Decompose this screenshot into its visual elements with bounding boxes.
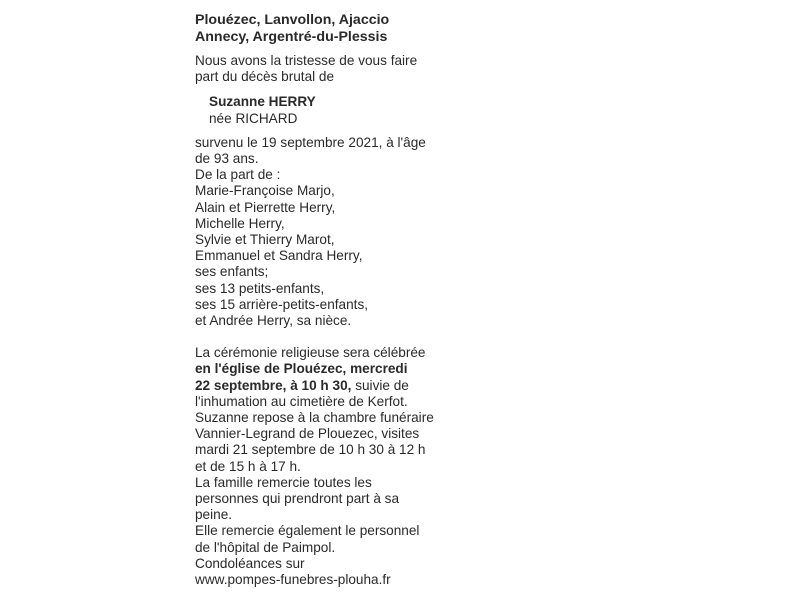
family-member: Sylvie et Thierry Marot, <box>195 232 335 248</box>
intro-line-2: part du décès brutal de <box>195 69 335 85</box>
family-member: ses enfants; <box>195 264 269 280</box>
family-member: Michelle Herry, <box>195 215 285 231</box>
obituary-notice <box>195 12 445 588</box>
ceremony-location: en l'église de Plouézec, mercredi <box>195 361 408 377</box>
locations-header <box>195 12 445 46</box>
condolences-section <box>195 556 445 588</box>
ceremony-line-7: mardi 21 septembre de 10 h 30 à 12 h <box>195 442 426 458</box>
family-list <box>195 167 445 329</box>
ceremony-details <box>195 345 445 475</box>
death-line-1: survenu le 19 septembre 2021, à l'âge <box>195 134 426 150</box>
thanks-line-5: de l'hôpital de Paimpol. <box>195 539 336 555</box>
condolences-label: Condoléances sur <box>195 555 305 571</box>
family-member: ses 15 arrière-petits-enfants, <box>195 296 369 312</box>
ceremony-date-time: 22 septembre, à 10 h 30, <box>195 377 352 393</box>
intro-line-1: Nous avons la tristesse de vous faire <box>195 53 418 68</box>
condolences-website: www.pompes-funebres-plouha.fr <box>195 572 391 588</box>
family-member: Marie-Françoise Marjo, <box>195 183 335 199</box>
paragraph-spacer <box>195 329 445 345</box>
locations-line-2: Annecy, Argentré-du-Plessis <box>195 29 388 45</box>
ceremony-line-3-rest: suivie de <box>351 377 409 393</box>
deceased-birth-name: née RICHARD <box>209 110 298 126</box>
ceremony-line-5: Suzanne repose à la chambre funéraire <box>195 410 434 426</box>
deceased-name-block <box>195 94 445 126</box>
death-line-2: de 93 ans. <box>195 151 259 167</box>
thanks-line-1: La famille remercie toutes les <box>195 474 372 490</box>
announcement-intro <box>195 53 445 85</box>
thanks-line-3: peine. <box>195 507 233 523</box>
thanks-section <box>195 475 445 556</box>
ceremony-line-8: et de 15 h à 17 h. <box>195 458 301 474</box>
family-member: ses 13 petits-enfants, <box>195 280 325 296</box>
death-details <box>195 135 445 167</box>
ceremony-line-4: l'inhumation au cimetière de Kerfot. <box>195 393 408 409</box>
family-member: Emmanuel et Sandra Herry, <box>195 248 363 264</box>
ceremony-line-3 <box>195 378 445 394</box>
family-intro: De la part de : <box>195 167 281 183</box>
ceremony-line-6: Vannier-Legrand de Plouezec, visites <box>195 426 420 442</box>
family-member: et Andrée Herry, sa nièce. <box>195 313 352 329</box>
ceremony-line-1: La cérémonie religieuse sera célébrée <box>195 345 426 361</box>
locations-line-1: Plouézec, Lanvollon, Ajaccio <box>195 12 390 28</box>
family-member: Alain et Pierrette Herry, <box>195 199 336 215</box>
thanks-line-4: Elle remercie également le personnel <box>195 523 420 539</box>
deceased-name: Suzanne HERRY <box>209 94 316 110</box>
thanks-line-2: personnes qui prendront part à sa <box>195 491 400 507</box>
